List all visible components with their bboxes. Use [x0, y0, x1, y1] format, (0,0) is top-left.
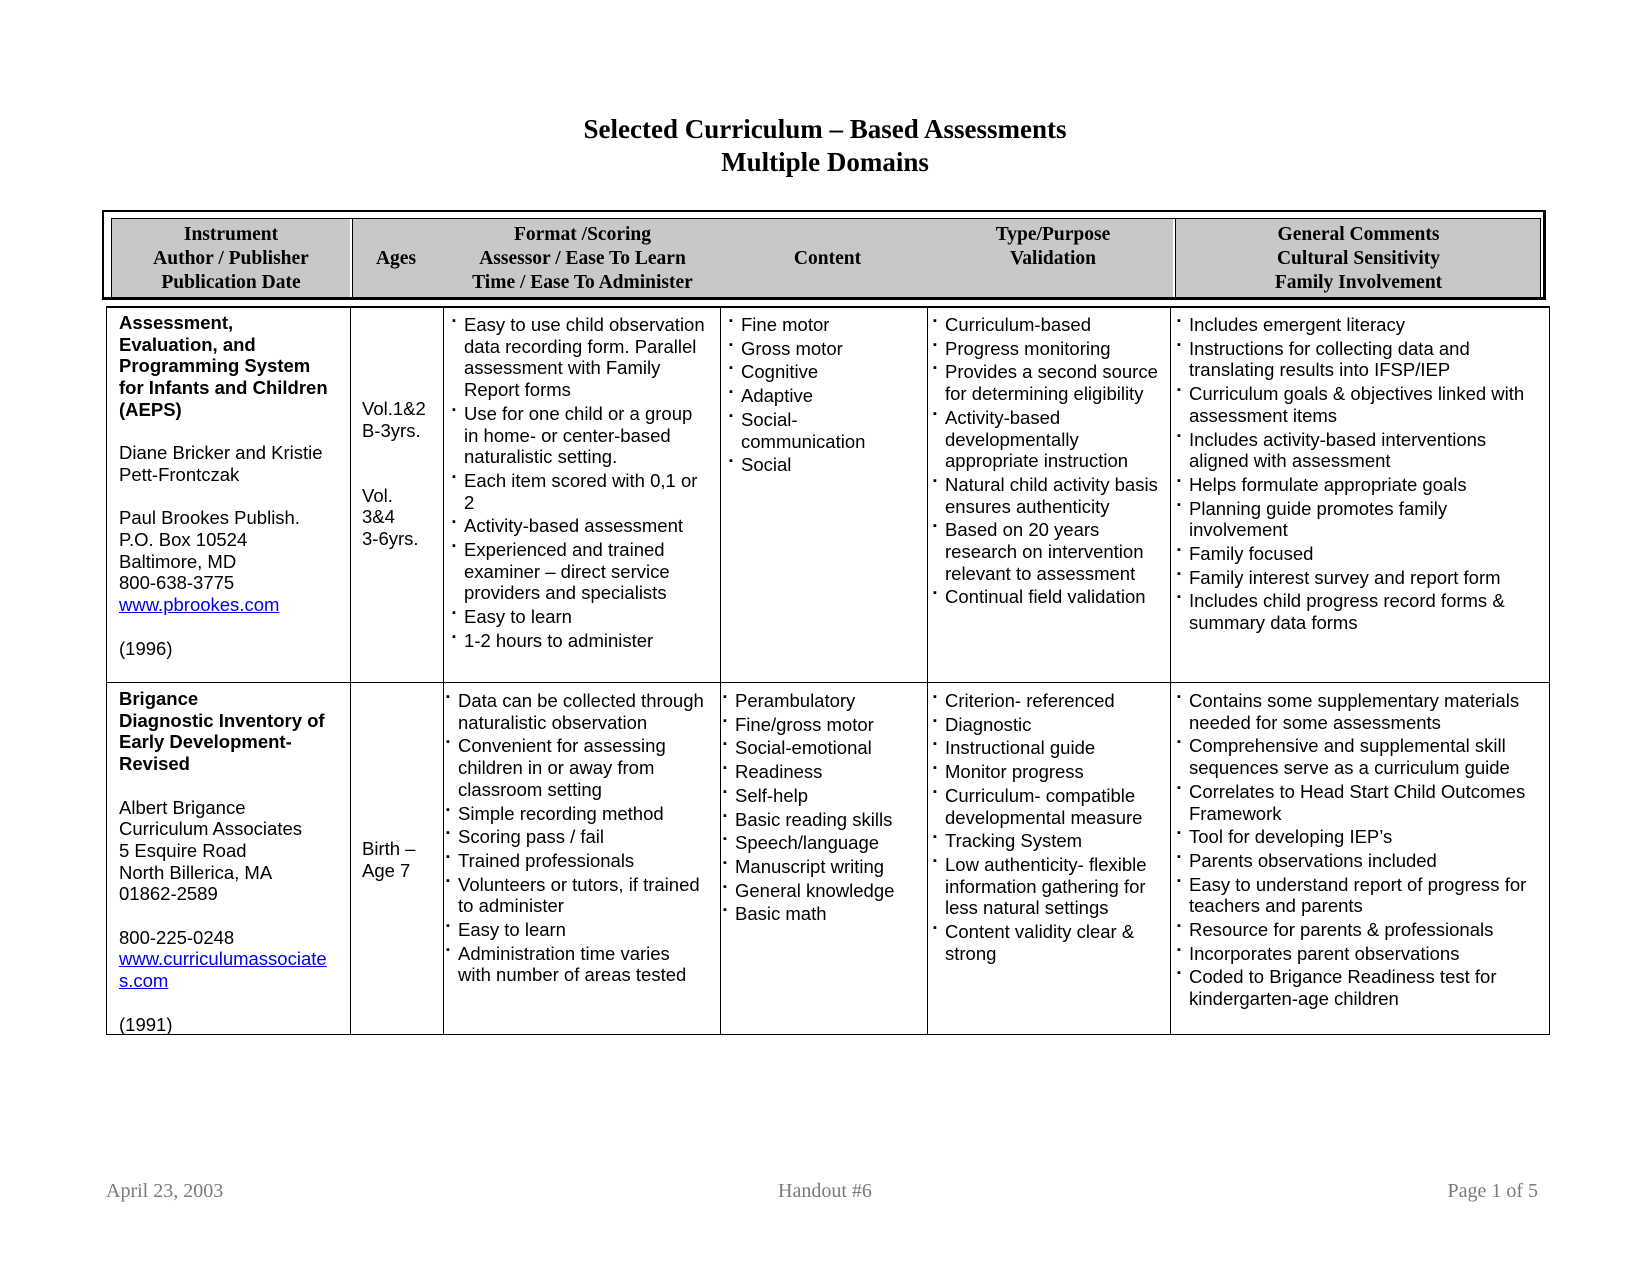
list-item: ▪ Tracking System — [933, 830, 1083, 852]
list-item: ▪ Includes activity-based interventions aligned with assessment — [1177, 428, 1487, 472]
column-divider — [1170, 306, 1171, 1035]
row1-instrument: Assessment, Evaluation, and Programming System for Infants and Children (AEPS) Diane Bricker and Kristie Pett-Frontczak Paul Brookes Publish. P.O. Box 10524 Baltimore, MD 800-638-3775 www.pbrookes.com (1996) — [119, 312, 347, 659]
list-item: ▪ General knowledge — [723, 879, 895, 901]
header-ages: Ages — [375, 248, 417, 269]
row1-comments — [1177, 314, 1547, 636]
list-item: ▪ Natural child activity basis ensures authenticity — [933, 473, 1158, 517]
list-item: ▪ Trained professionals — [446, 849, 635, 871]
list-item: ▪ Resource for parents & professionals — [1177, 919, 1494, 941]
header-type: Type/Purpose Validation — [995, 224, 1111, 269]
list-item: ▪ Tool for developing IEP’s — [1177, 826, 1393, 848]
list-item: ▪ Each item scored with 0,1 or 2 — [452, 469, 698, 513]
list-item: ▪ Social- communication — [729, 408, 866, 452]
list-item: ▪ Instructions for collecting data and translating results into IFSP/IEP — [1177, 337, 1470, 381]
list-item: ▪ Activity-based assessment — [452, 515, 684, 537]
list-item: ▪ Self-help — [723, 784, 809, 806]
list-item: ▪ Based on 20 years research on intervention relevant to assessment — [933, 519, 1144, 584]
header-format: Format /Scoring Assessor / Ease To Learn Time / Ease To Administer — [472, 224, 693, 293]
list-item: ▪ Fine motor — [729, 314, 830, 335]
list-item: ▪ Basic math — [723, 903, 827, 925]
list-item: ▪ Speech/language — [723, 832, 880, 854]
list-item: ▪ Continual field validation — [933, 586, 1146, 608]
list-item: ▪ Social — [729, 454, 792, 476]
row1-content — [729, 314, 924, 478]
list-item: ▪ Convenient for assessing children in or away from classroom setting — [446, 735, 666, 800]
publisher-website-link[interactable]: www.curriculumassociate — [119, 948, 327, 970]
list-item: ▪ Family focused — [1177, 543, 1314, 565]
footer-page-number: Page 1 of 5 — [1447, 1180, 1538, 1202]
column-divider — [106, 306, 107, 1035]
footer-date: April 23, 2003 — [106, 1180, 224, 1202]
column-divider — [720, 306, 721, 1035]
row1-format — [452, 314, 720, 654]
row2-comments — [1177, 690, 1547, 1012]
row2-content — [723, 690, 925, 927]
list-item: ▪ Comprehensive and supplemental skill sequences serve as a curriculum guide — [1177, 735, 1510, 779]
header-divider — [352, 219, 353, 297]
list-item: ▪ Readiness — [723, 761, 823, 783]
row-divider — [106, 682, 1550, 683]
list-item: ▪ Fine/gross motor — [723, 713, 874, 735]
list-item: ▪ Monitor progress — [933, 761, 1084, 783]
header-comments: General Comments Cultural Sensitivity Family Involvement — [1274, 224, 1443, 293]
column-divider — [350, 306, 351, 1035]
column-divider — [927, 306, 928, 1035]
list-item: ▪ Adaptive — [729, 385, 813, 407]
list-item: ▪ Curriculum- compatible developmental measure — [933, 784, 1143, 828]
list-item: ▪ 1-2 hours to administer — [452, 629, 654, 651]
column-divider — [443, 306, 444, 1035]
list-item: ▪ Contains some supplementary materials needed for some assessments — [1177, 690, 1520, 733]
row2-format — [446, 690, 718, 988]
list-item: ▪ Includes emergent literacy — [1177, 314, 1405, 335]
list-item: ▪ Easy to use child observation data recording form. Parallel assessment with Family Report forms — [452, 314, 705, 401]
list-item: ▪ Cognitive — [729, 361, 819, 383]
list-item: ▪ Basic reading skills — [723, 808, 893, 830]
list-item: ▪ Low authenticity- flexible information gathering for less natural settings — [933, 853, 1147, 919]
row2-ages: Birth – Age 7 — [362, 838, 416, 881]
list-item: ▪ Progress monitoring — [933, 337, 1111, 359]
row1-type — [933, 314, 1168, 610]
list-item: ▪ Correlates to Head Start Child Outcomes Framework — [1177, 780, 1526, 824]
list-item: ▪ Manuscript writing — [723, 855, 885, 877]
list-item: ▪ Scoring pass / fail — [446, 826, 605, 848]
row2-type — [933, 690, 1168, 966]
header-divider — [1175, 219, 1176, 297]
header-content: Content — [793, 248, 862, 269]
list-item: ▪ Curriculum-based — [933, 314, 1091, 335]
list-item: ▪ Use for one child or a group in home- or center-based naturalistic setting. — [452, 402, 693, 468]
list-item: ▪ Content validity clear & strong — [933, 921, 1135, 964]
row1-ages: Vol.1&2 B-3yrs. Vol. 3&4 3-6yrs. — [362, 398, 426, 550]
list-item: ▪ Diagnostic — [933, 713, 1032, 735]
list-item: ▪ Incorporates parent observations — [1177, 942, 1460, 964]
list-item: ▪ Helps formulate appropriate goals — [1177, 473, 1467, 495]
row2-instrument: Brigance Diagnostic Inventory of Early Development- Revised Albert Brigance Curriculum Associates 5 Esquire Road North Billerica, MA 01862-2589 800-225-0248 www.curriculumassociate s.com (1991) — [119, 688, 347, 1035]
list-item: ▪ Activity-based developmentally appropriate instruction — [933, 406, 1129, 472]
document-subtitle: Multiple Domains — [721, 147, 929, 177]
list-item: ▪ Planning guide promotes family involvement — [1177, 497, 1448, 541]
list-item: ▪ Family interest survey and report form — [1177, 566, 1501, 588]
list-item: ▪ Instructional guide — [933, 737, 1096, 759]
list-item: ▪ Social-emotional — [723, 737, 872, 759]
footer-handout: Handout #6 — [778, 1180, 872, 1202]
list-item: ▪ Easy to learn — [446, 919, 566, 941]
list-item: ▪ Parents observations included — [1177, 849, 1437, 871]
list-item: ▪ Curriculum goals & objectives linked with assessment items — [1177, 383, 1525, 426]
list-item: ▪ Simple recording method — [446, 802, 664, 824]
table-top-border — [106, 306, 1550, 308]
list-item: ▪ Coded to Brigance Readiness test for kindergarten-age children — [1177, 966, 1497, 1010]
list-item: ▪ Experienced and trained examiner – direct service providers and specialists — [452, 539, 670, 604]
list-item: ▪ Criterion- referenced — [933, 690, 1115, 711]
list-item: ▪ Easy to learn — [452, 606, 572, 628]
list-item: ▪ Easy to understand report of progress for teachers and parents — [1177, 873, 1527, 917]
list-item: ▪ Gross motor — [729, 337, 843, 359]
list-item: ▪ Includes child progress record forms & summary data forms — [1177, 590, 1505, 634]
header-instrument: Instrument Author / Publisher Publication Date — [153, 224, 309, 293]
publisher-website-link-continued[interactable]: s.com — [119, 970, 169, 992]
list-item: ▪ Provides a second source for determining eligibility — [933, 361, 1158, 405]
publisher-website-link[interactable]: www.pbrookes.com — [119, 594, 280, 616]
list-item: ▪ Data can be collected through naturalistic observation — [446, 690, 704, 733]
column-divider — [1549, 306, 1550, 1035]
list-item: ▪ Volunteers or tutors, if trained to administer — [446, 873, 700, 917]
document-title: Selected Curriculum – Based Assessments — [583, 114, 1067, 144]
list-item: ▪ Perambulatory — [723, 690, 856, 711]
list-item: ▪ Administration time varies with number of areas tested — [446, 942, 687, 986]
